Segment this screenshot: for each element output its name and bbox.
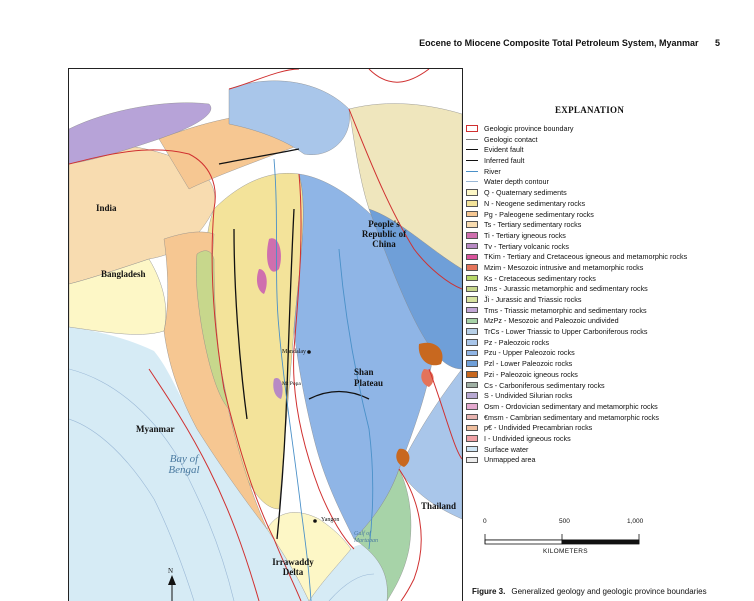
label-yangon: Yangon <box>321 517 340 523</box>
legend-item <box>466 274 752 283</box>
legend-line-symbol <box>466 181 478 182</box>
north-arrow-label: N <box>168 567 174 575</box>
label-bangladesh: Bangladesh <box>101 269 146 279</box>
legend-item <box>466 306 752 315</box>
label-irrawaddy-delta: Irrawaddy Delta <box>272 557 314 577</box>
legend-item-label: Osm - Ordovician sedimentary and metamorphic rocks <box>484 401 658 411</box>
legend-item-label: Inferred fault <box>484 156 525 166</box>
legend-color-swatch <box>466 328 478 335</box>
legend-item <box>466 210 752 219</box>
legend-color-swatch <box>466 350 478 357</box>
geologic-map <box>68 68 463 601</box>
legend-color-swatch <box>466 382 478 389</box>
caption-label: Figure 3. <box>472 587 506 596</box>
legend-color-swatch <box>466 189 478 196</box>
figure-caption <box>472 587 752 596</box>
legend-item <box>466 348 752 357</box>
scale-tick-label: 500 <box>559 518 570 525</box>
legend-item-label: p€ - Undivided Precambrian rocks <box>484 423 593 433</box>
legend-item-label: MzPz - Mesozoic and Paleozoic undivided <box>484 316 619 326</box>
legend-item <box>466 316 752 325</box>
legend-item-label: Evident fault <box>484 145 524 155</box>
legend-item <box>466 295 752 304</box>
legend-item-label: S - Undivided Silurian rocks <box>484 391 573 401</box>
legend-item <box>466 327 752 336</box>
legend <box>466 124 752 466</box>
scale-tick-label: 0 <box>483 518 487 525</box>
legend-item <box>466 145 752 154</box>
page-number: 5 <box>714 38 720 48</box>
label-mt-popa: Mt Popa <box>282 381 301 387</box>
legend-item <box>466 177 752 186</box>
scale-unit: KILOMETERS <box>543 548 588 555</box>
label-thailand: Thailand <box>421 501 457 511</box>
legend-item <box>466 391 752 400</box>
legend-color-swatch <box>466 457 478 464</box>
page-header <box>300 38 720 48</box>
legend-item-label: TKim - Tertiary and Cretaceous igneous and metamorphic rocks <box>484 252 688 262</box>
legend-item <box>466 124 752 133</box>
legend-color-swatch <box>466 360 478 367</box>
legend-color-swatch <box>466 307 478 314</box>
legend-item-label: Tms - Triassic metamorphic and sedimentary rocks <box>484 305 647 315</box>
legend-item-label: Surface water <box>484 444 529 454</box>
legend-color-swatch <box>466 425 478 432</box>
scale-bar-graphic <box>483 526 643 548</box>
scale-bar <box>483 518 643 558</box>
legend-color-swatch <box>466 275 478 282</box>
legend-color-swatch <box>466 414 478 421</box>
label-mandalay: Mandalay <box>282 349 306 355</box>
legend-item-label: Water depth contour <box>484 177 549 187</box>
legend-item-label: Q - Quaternary sediments <box>484 188 567 198</box>
legend-color-swatch <box>466 221 478 228</box>
mandalay-city-dot <box>307 350 311 354</box>
yangon-city-dot <box>313 519 317 523</box>
legend-item <box>466 381 752 390</box>
legend-item <box>466 455 752 464</box>
legend-item-label: Pg - Paleogene sedimentary rocks <box>484 209 594 219</box>
label-bay-of-bengal: Bay of Bengal <box>168 453 200 476</box>
legend-item <box>466 359 752 368</box>
legend-item-label: I - Undivided igneous rocks <box>484 433 571 443</box>
legend-item <box>466 413 752 422</box>
legend-item-label: N - Neogene sedimentary rocks <box>484 198 586 208</box>
legend-item <box>466 167 752 176</box>
legend-title: EXPLANATION <box>555 105 625 115</box>
legend-item-label: Ts - Tertiary sedimentary rocks <box>484 220 582 230</box>
legend-item-label: Pzl - Lower Paleozoic rocks <box>484 359 573 369</box>
label-china: People's Republic of China <box>361 219 407 249</box>
legend-item <box>466 188 752 197</box>
legend-item <box>466 402 752 411</box>
label-myanmar: Myanmar <box>136 424 175 434</box>
legend-color-swatch <box>466 211 478 218</box>
legend-item <box>466 220 752 229</box>
legend-item <box>466 423 752 432</box>
legend-color-swatch <box>466 125 478 132</box>
legend-color-swatch <box>466 286 478 293</box>
legend-line-symbol <box>466 160 478 161</box>
legend-color-swatch <box>466 446 478 453</box>
legend-item <box>466 135 752 144</box>
legend-item-label: Ti - Tertiary igneous rocks <box>484 230 566 240</box>
legend-item-label: Cs - Carboniferous sedimentary rocks <box>484 380 605 390</box>
legend-item-label: Unmapped area <box>484 455 536 465</box>
caption-text: Generalized geology and geologic province boundaries <box>511 587 707 596</box>
legend-item <box>466 284 752 293</box>
legend-item-label: Ks - Cretaceous sedimentary rocks <box>484 273 596 283</box>
legend-item-label: J̆i - Jurassic and Triassic rocks <box>484 295 582 304</box>
legend-item-label: Geologic contact <box>484 134 538 144</box>
legend-line-symbol <box>466 149 478 150</box>
map-canvas <box>69 69 462 601</box>
legend-item <box>466 252 752 261</box>
legend-item-label: Jms - Jurassic metamorphic and sedimentary rocks <box>484 284 648 294</box>
running-title: Eocene to Miocene Composite Total Petroleum System, Myanmar <box>419 38 699 48</box>
legend-item <box>466 263 752 272</box>
legend-color-swatch <box>466 254 478 261</box>
legend-color-swatch <box>466 392 478 399</box>
legend-item <box>466 156 752 165</box>
label-gulf-of-martaban: Gulf of Martaban <box>354 531 378 544</box>
legend-item <box>466 338 752 347</box>
legend-item-label: Pzu - Upper Paleozoic rocks <box>484 348 575 358</box>
legend-color-swatch <box>466 232 478 239</box>
legend-item-label: Pzi - Paleozoic igneous rocks <box>484 369 578 379</box>
legend-item-label: Pz - Paleozoic rocks <box>484 337 550 347</box>
legend-color-swatch <box>466 264 478 271</box>
scale-tick-label: 1,000 <box>627 518 644 525</box>
legend-item-label: Mzim - Mesozoic intrusive and metamorphic rocks <box>484 262 644 272</box>
legend-color-swatch <box>466 318 478 325</box>
legend-item <box>466 434 752 443</box>
legend-color-swatch <box>466 243 478 250</box>
legend-line-symbol <box>466 171 478 172</box>
legend-color-swatch <box>466 200 478 207</box>
legend-color-swatch <box>466 339 478 346</box>
legend-item-label: River <box>484 166 501 176</box>
legend-item <box>466 445 752 454</box>
legend-item-label: Tv - Tertiary volcanic rocks <box>484 241 569 251</box>
label-shan-plateau: Shan Plateau <box>354 367 383 388</box>
legend-item <box>466 199 752 208</box>
legend-color-swatch <box>466 371 478 378</box>
legend-item-label: €msm - Cambrian sedimentary and metamorphic rocks <box>484 412 659 422</box>
legend-color-swatch <box>466 296 478 303</box>
legend-item-label: Geologic province boundary <box>484 124 574 133</box>
legend-color-swatch <box>466 435 478 442</box>
legend-item-label: TrCs - Lower Triassic to Upper Carboniferous rocks <box>484 327 648 337</box>
legend-item <box>466 370 752 379</box>
legend-item <box>466 231 752 240</box>
legend-color-swatch <box>466 403 478 410</box>
label-india: India <box>96 203 117 213</box>
legend-line-symbol <box>466 139 478 140</box>
legend-item <box>466 242 752 251</box>
